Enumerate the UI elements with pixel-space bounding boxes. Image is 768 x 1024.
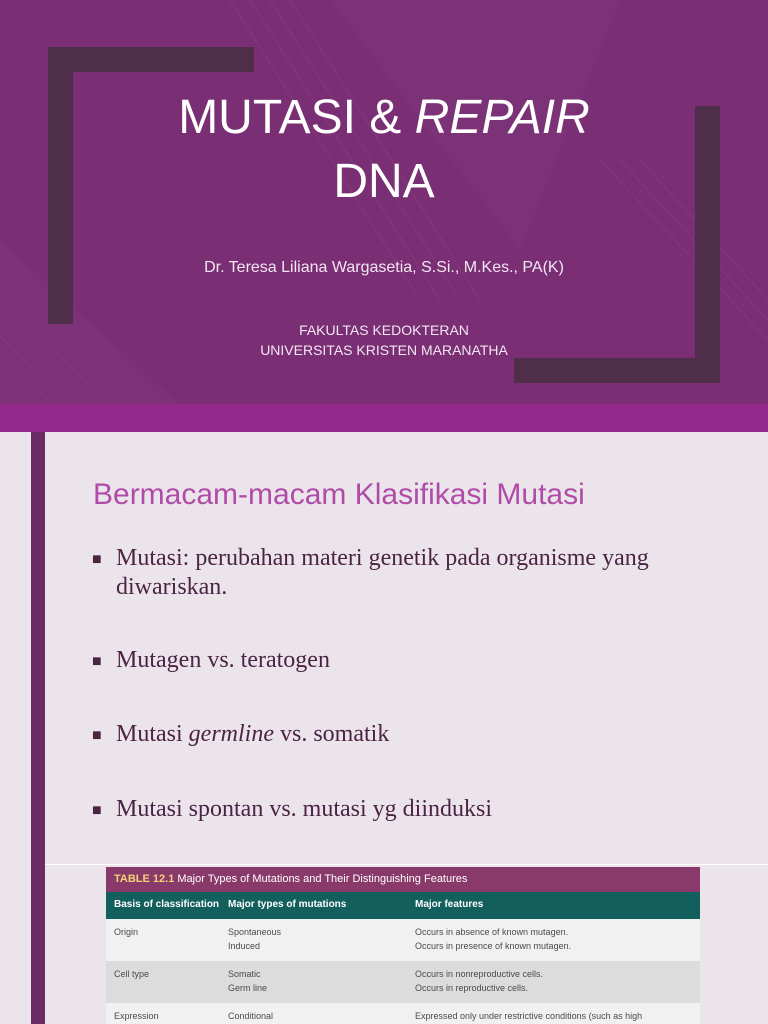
table-header-row <box>106 892 700 919</box>
square-bullet-icon: ■ <box>92 653 102 670</box>
university-name: UNIVERSITAS KRISTEN MARANATHA <box>260 342 508 358</box>
type-line: Germ line <box>228 983 268 993</box>
title-italic: REPAIR <box>414 91 590 144</box>
feature-line: Expressed only under restrictive conditions (such as high <box>415 1011 643 1021</box>
divider <box>45 864 768 865</box>
bullet-text-italic: germline <box>188 721 274 747</box>
faculty-name: FAKULTAS KEDOKTERAN <box>299 322 469 338</box>
author-name: Dr. Teresa Liliana Wargasetia, S.Si., M.Kes., PA(K) <box>204 259 564 276</box>
table-cell-types <box>228 967 267 995</box>
table-header-cell: Basis of classification <box>114 899 220 910</box>
table-cell-basis: Expression <box>114 1011 159 1021</box>
bullet-text: Mutagen vs. teratogen <box>116 647 330 673</box>
frame-corner-bottom-right <box>514 358 720 383</box>
table-caption <box>106 867 700 892</box>
square-bullet-icon: ■ <box>92 551 102 568</box>
title-line-1 <box>0 86 768 150</box>
bullet-item <box>92 646 706 676</box>
table-cell-types <box>228 1009 273 1023</box>
bullet-text-end: vs. somatik <box>273 721 390 747</box>
bullet-item <box>92 544 706 602</box>
table-cell-features <box>415 925 571 953</box>
table-cell-types <box>228 925 281 953</box>
content-slide <box>0 432 768 1024</box>
table-cell-features <box>415 1009 642 1023</box>
table-number: TABLE 12.1 <box>114 873 175 885</box>
slide-heading: Bermacam-macam Klasifikasi Mutasi <box>93 478 585 511</box>
table-cell-features <box>415 967 543 995</box>
table-title: Major Types of Mutations and Their Distinguishing Features <box>174 873 468 885</box>
bullet-text: Mutasi spontan vs. mutasi yg diinduksi <box>116 796 493 822</box>
bullet-text <box>116 720 706 750</box>
frame-corner-top-left <box>48 47 254 72</box>
table-row <box>106 1003 700 1024</box>
square-bullet-icon: ■ <box>92 727 102 744</box>
square-bullet-icon: ■ <box>92 802 102 819</box>
accent-bar <box>31 432 45 1024</box>
table-cell-basis: Cell type <box>114 969 150 979</box>
bottom-band <box>0 404 768 432</box>
mutation-types-table <box>106 867 700 1024</box>
institution <box>0 320 768 360</box>
title-plain: MUTASI & <box>178 91 415 144</box>
bullet-item <box>92 795 706 825</box>
table-row <box>106 961 700 1003</box>
type-line: Spontaneous <box>228 927 282 937</box>
table-row <box>106 919 700 961</box>
title-line-2: DNA <box>333 155 435 208</box>
feature-line: Occurs in absence of known mutagen. <box>415 927 569 937</box>
bullet-item <box>92 720 706 750</box>
table-header-cell: Major types of mutations <box>228 899 347 910</box>
feature-line: Occurs in presence of known mutagen. <box>415 941 572 951</box>
type-line: Somatic <box>228 969 261 979</box>
title-slide <box>0 0 768 432</box>
slide-title <box>0 86 768 214</box>
type-line: Conditional <box>228 1011 274 1021</box>
table-header-cell: Major features <box>415 899 484 910</box>
bullet-text-start: Mutasi <box>116 721 189 747</box>
feature-line: Occurs in nonreproductive cells. <box>415 969 544 979</box>
type-line: Induced <box>228 941 261 951</box>
bullet-text: Mutasi: perubahan materi genetik pada organisme yang diwariskan. <box>116 545 649 600</box>
table-cell-basis: Origin <box>114 927 139 937</box>
feature-line: Occurs in reproductive cells. <box>415 983 529 993</box>
